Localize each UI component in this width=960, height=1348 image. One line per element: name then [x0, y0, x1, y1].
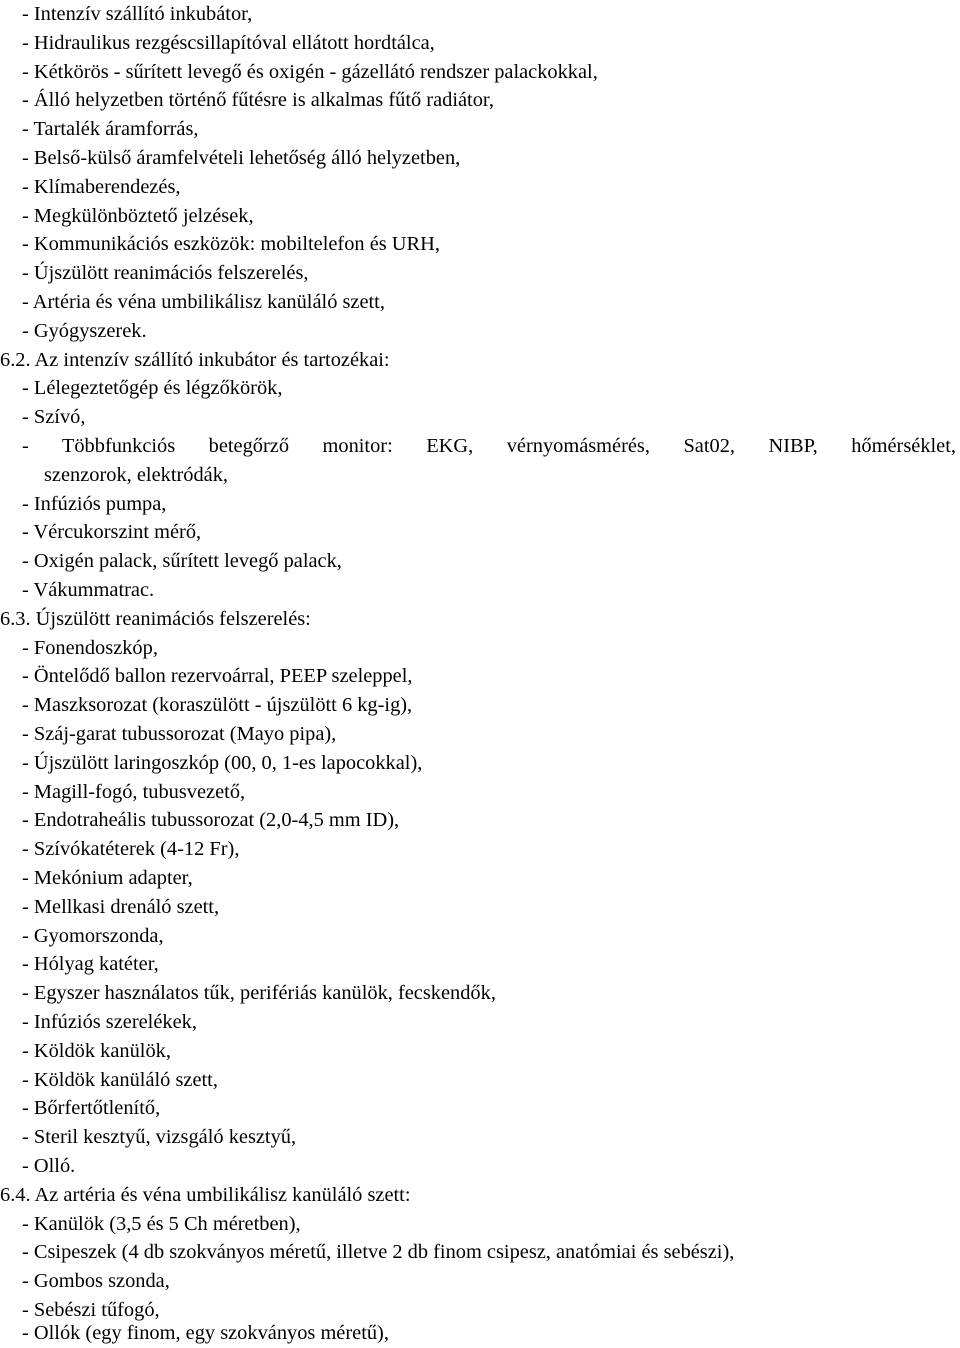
list-item: - Többfunkciós betegőrző monitor: EKG, vérnyomásmérés, Sat02, NIBP, hőmérséklet,	[22, 435, 956, 457]
list-item: - Ollók (egy finom, egy szokványos méretű),	[22, 1322, 389, 1344]
list-item: - Artéria és véna umbilikálisz kanüláló szett,	[22, 291, 385, 313]
section-heading: 6.3. Újszülött reanimációs felszerelés:	[0, 607, 311, 630]
list-item: - Újszülött reanimációs felszerelés,	[22, 262, 309, 285]
list-item: - Hidraulikus rezgéscsillapítóval ellátott hordtálca,	[22, 31, 435, 54]
section-heading: 6.2. Az intenzív szállító inkubátor és tartozékai:	[0, 348, 390, 371]
list-item: - Olló.	[22, 1155, 76, 1177]
list-item: - Sebészi tűfogó,	[22, 1299, 160, 1321]
list-item: - Mekónium adapter,	[22, 867, 193, 889]
list-item: - Magill-fogó, tubusvezető,	[22, 780, 246, 803]
section-heading: 6.4. Az artéria és véna umbilikálisz kanüláló szett:	[0, 1183, 411, 1206]
list-item: - Oxigén palack, sűrített levegő palack,	[22, 550, 342, 573]
list-item: - Lélegeztetőgép és légzőkörök,	[22, 377, 283, 400]
list-item: - Egyszer használatos tűk, perifériás kanülök, fecskendők,	[22, 982, 496, 1005]
list-item: - Kanülök (3,5 és 5 Ch méretben),	[22, 1212, 301, 1235]
list-item: - Újszülött laringoszkóp (00, 0, 1-es lapocokkal),	[22, 751, 423, 774]
list-item: - Száj-garat tubussorozat (Mayo pipa),	[22, 723, 337, 745]
list-item: - Szívókatéterek (4-12 Fr),	[22, 838, 240, 861]
list-item: - Szívó,	[22, 406, 86, 429]
list-item: - Csipeszek (4 db szokványos méretű, illetve 2 db finom csipesz, anatómiai és sebészi),	[22, 1241, 735, 1264]
list-item: - Steril kesztyű, vizsgáló kesztyű,	[22, 1126, 297, 1149]
list-item: - Klímaberendezés,	[22, 175, 181, 198]
list-item: - Öntelődő ballon rezervoárral, PEEP szeleppel,	[22, 665, 413, 688]
list-item: - Kétkörös - sűrített levegő és oxigén - gázellátó rendszer palackokkal,	[22, 60, 598, 83]
list-item: - Vércukorszint mérő,	[22, 521, 202, 544]
list-item: - Köldök kanülök,	[22, 1039, 171, 1062]
list-item: - Köldök kanüláló szett,	[22, 1068, 218, 1091]
list-item: - Megkülönböztető jelzések,	[22, 204, 254, 227]
list-item: - Gyomorszonda,	[22, 924, 164, 947]
list-item: - Gyógyszerek.	[22, 319, 147, 342]
list-item: - Hólyag katéter,	[22, 953, 159, 976]
list-item: - Maszksorozat (koraszülött - újszülött 6 kg-ig),	[22, 694, 413, 717]
list-item: - Gombos szonda,	[22, 1270, 170, 1293]
list-item: - Tartalék áramforrás,	[22, 118, 199, 141]
list-item: - Kommunikációs eszközök: mobiltelefon és URH,	[22, 233, 440, 256]
list-item: - Infúziós pumpa,	[22, 492, 167, 515]
list-item: - Bőrfertőtlenítő,	[22, 1097, 161, 1120]
list-item: - Belső-külső áramfelvételi lehetőség álló helyzetben,	[22, 147, 461, 169]
list-item: - Intenzív szállító inkubátor,	[22, 3, 253, 25]
list-item-continuation: szenzorok, elektródák,	[44, 463, 229, 486]
list-item: - Mellkasi drenáló szett,	[22, 895, 220, 918]
list-item: - Álló helyzetben történő fűtésre is alkalmas fűtő radiátor,	[22, 89, 494, 112]
list-item: - Vákummatrac.	[22, 579, 155, 601]
list-item: - Infúziós szerelékek,	[22, 1011, 197, 1033]
list-item: - Fonendoszkóp,	[22, 636, 158, 659]
list-item: - Endotraheális tubussorozat (2,0-4,5 mm ID),	[22, 809, 400, 832]
